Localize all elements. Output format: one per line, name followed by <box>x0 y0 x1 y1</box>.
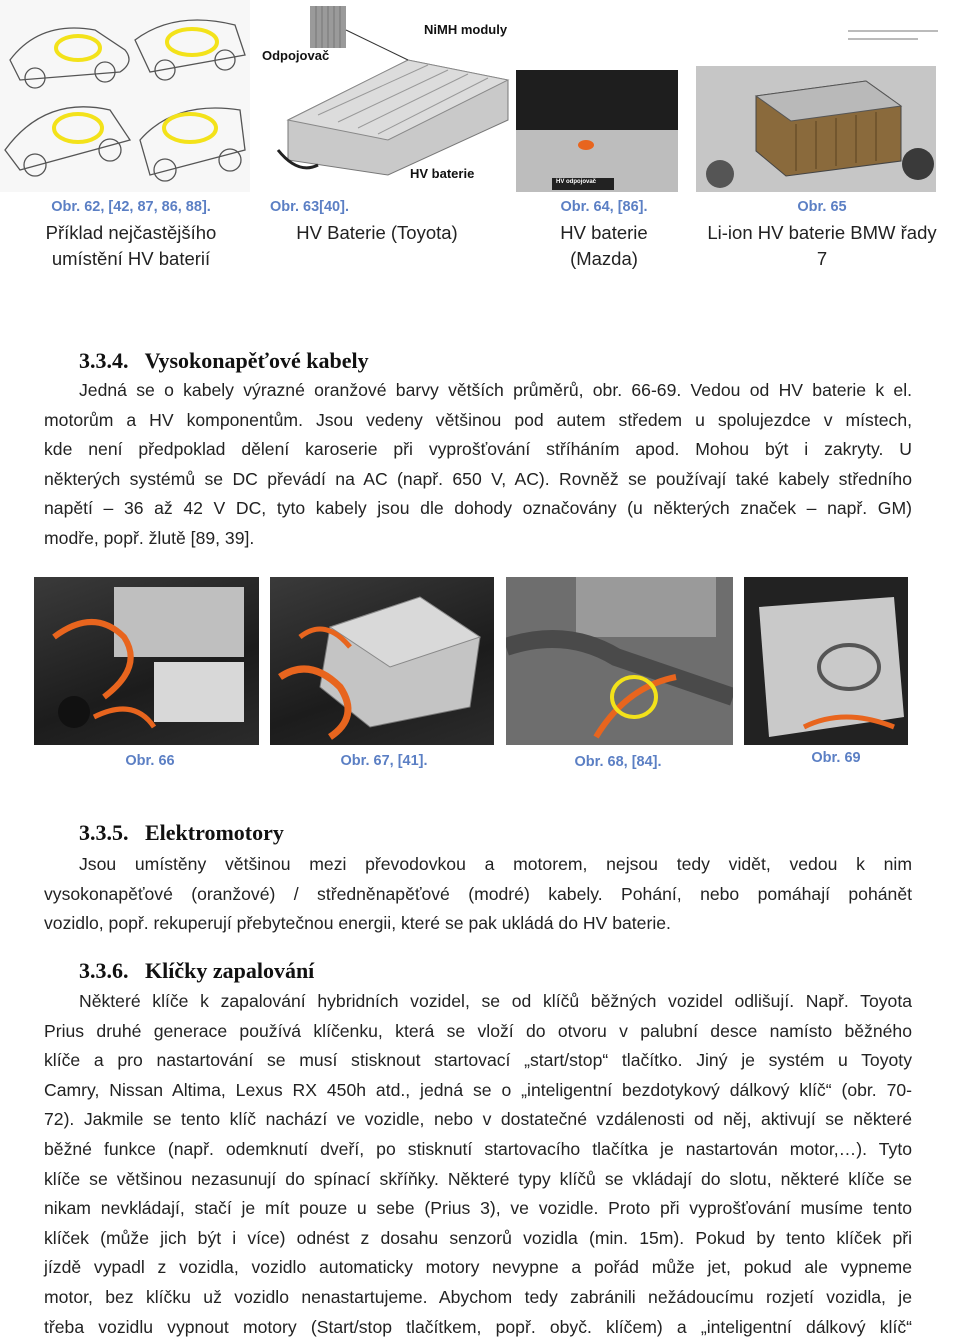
inverter-illustration <box>270 577 494 745</box>
caption-figure-62 <box>30 194 232 272</box>
car-sketches-illustration <box>0 0 250 192</box>
figure-65-legend <box>848 30 948 46</box>
mazda-trunk-illustration <box>516 70 678 192</box>
paragraph-line: klíče a pro nastartování se musí stisknout startovací „start/stop“ tlačítko. Jiný je systém u Toyoty <box>44 1050 912 1071</box>
paragraph-line: Camry, Nissan Altima, Lexus RX 450h atd., jedná se o „inteligentní bezdotykový dálkový klíč“ (obr. 70- <box>44 1079 912 1100</box>
section-3-3-5-title: Elektromotory <box>145 820 284 845</box>
paragraph-line: Jedná se o kabely výrazné oranžové barvy větších průměrů, obr. 66-69. Vedou od HV baterie k el. <box>79 380 912 400</box>
label-hv-battery: HV baterie <box>410 166 475 181</box>
figure-67-image <box>270 577 494 745</box>
figure-66-image <box>34 577 259 745</box>
paragraph-line: modře, popř. žlutě [89, 39]. <box>44 527 255 548</box>
paragraph-line: jízdě vypadl z vozidla, vozidlo automaticky motory nevypne a pořád může jet, pokud ale vypneme <box>44 1257 912 1278</box>
paragraph-line: vozidlo, popř. rekuperují přebytečnou energii, které se pak ukládá do HV baterie. <box>44 913 671 934</box>
section-3-3-4-paragraph <box>44 376 912 554</box>
label-hv-disconnector: HV odpojovač <box>556 179 597 185</box>
paragraph-line: některých systémů se DC převádí na AC (např. 650 V, AC). Rovněž se používají také kabely středního <box>44 468 912 489</box>
caption-figure-62-line1: Příklad nejčastějšího <box>45 222 217 243</box>
section-3-3-5-paragraph <box>44 850 912 939</box>
paragraph-line: motorům a HV komponentům. Jsou vedeny většinou pod autem středem u spolujezdce v místech, <box>44 409 912 430</box>
figure-68-image <box>506 577 733 745</box>
caption-figure-65 <box>694 194 950 272</box>
caption-figure-62-line2: umístění HV baterií <box>51 248 211 269</box>
paragraph-line: Prius druhé generace používá klíčenku, která se vloží do otvoru v palubní desce namísto běžného <box>44 1020 912 1041</box>
caption-figure-64-line2: (Mazda) <box>570 248 638 269</box>
lexus-engine-cover-illustration <box>744 577 908 745</box>
bmw-battery-illustration <box>696 66 936 192</box>
caption-figure-63 <box>262 194 492 246</box>
section-3-3-5-heading <box>79 820 284 846</box>
section-3-3-5-number: 3.3.5. <box>79 820 129 845</box>
paragraph-line: klíče se většinou nezasunují do spínací skříňky. Některé typy klíčů se vkládají do slotu, některé klíče se <box>44 1168 912 1189</box>
section-3-3-6-number: 3.3.6. <box>79 958 129 983</box>
figure-65-image <box>696 66 936 192</box>
section-3-3-4-heading <box>79 348 369 374</box>
caption-figure-66: Obr. 66 <box>125 753 175 769</box>
figure-64-image <box>516 70 678 192</box>
caption-figure-62-number: Obr. 62, [42, 87, 86, 88]. <box>51 199 211 215</box>
caption-figure-65-line2: 7 <box>816 248 828 269</box>
caption-figure-68: Obr. 68, [84]. <box>574 754 662 770</box>
paragraph-line: běžné funkce (např. odemknutí dveří, po stisknutí startovacího tlačítka je nastartován motor,…). Tyto <box>44 1138 912 1159</box>
label-nimh-modules: NiMH moduly <box>424 22 508 37</box>
caption-figure-63-number: Obr. 63[40]. <box>270 199 349 215</box>
paragraph-line: vysokonapěťové (oranžové) / středněnapěťové (modré) kabely. Pohání, nebo pomáhají pohánět <box>44 883 912 904</box>
caption-figure-64-line1: HV baterie <box>560 222 648 243</box>
paragraph-line: klíček (může jich být i více) odnést z dosahu senzorů vozidla (min. 15m). Pokud by tento klíček při <box>44 1227 912 1248</box>
caption-figure-64 <box>530 194 678 272</box>
section-3-3-6-heading <box>79 958 314 984</box>
caption-figure-67: Obr. 67, [41]. <box>340 753 428 769</box>
paragraph-line: Jsou umístěny většinou mezi převodovkou a motorem, nejsou tedy vidět, vedou k nim <box>79 854 912 874</box>
paragraph-line: kde není předpoklad dělení karoserie při vyprošťování stříháním apod. Mohou být i zakryty. U <box>44 439 912 460</box>
engine-bay-illustration <box>34 577 259 745</box>
label-disconnector: Odpojovač <box>262 48 330 63</box>
caption-figure-64-number: Obr. 64, [86]. <box>560 199 648 215</box>
section-3-3-6-title: Klíčky zapalování <box>145 958 315 983</box>
paragraph-line: třeba vozidlu vypnout motory (Start/stop tlačítkem, popř. obyč. klíčem) a „inteligentní dálkový klíč“ <box>44 1316 912 1337</box>
section-3-3-4-title: Vysokonapěťové kabely <box>144 348 369 373</box>
underbody-cable-illustration <box>506 577 733 745</box>
caption-figure-69: Obr. 69 <box>811 750 861 766</box>
caption-figure-65-line1: Li-ion HV baterie BMW řady <box>707 222 937 243</box>
section-3-3-6-paragraph <box>44 987 912 1342</box>
figure-63-image <box>258 0 513 192</box>
section-3-3-4-number: 3.3.4. <box>79 348 129 373</box>
paragraph-line: Některé klíče k zapalování hybridních vozidel, se od klíčů běžných vozidel odlišují. Např. Toyota <box>79 991 912 1011</box>
paragraph-line: nikam nevkládají, stačí je mít pouze u sebe (Prius 3), ve vozidle. Proto při vyprošťování musíme tento <box>44 1198 912 1219</box>
paragraph-line: napětí – 36 až 42 V DC, tyto kabely jsou dle dohody označovány (u některých značek – např. GM) <box>44 498 912 519</box>
paragraph-line: 72). Jakmile se tento klíč nachází ve vozidle, nebo v dostatečné vzdálenosti od něj, aktivují se některé <box>44 1109 912 1130</box>
paragraph-line: motor, bez klíčku už vozidlo nenastartujeme. Abychom tedy zabránili nežádoucímu rozjetí vozidla, je <box>44 1286 912 1307</box>
figure-62-image <box>0 0 250 192</box>
caption-figure-63-line1: HV Baterie (Toyota) <box>296 222 458 243</box>
caption-figure-65-number: Obr. 65 <box>797 199 847 215</box>
figure-69-image <box>744 577 908 745</box>
